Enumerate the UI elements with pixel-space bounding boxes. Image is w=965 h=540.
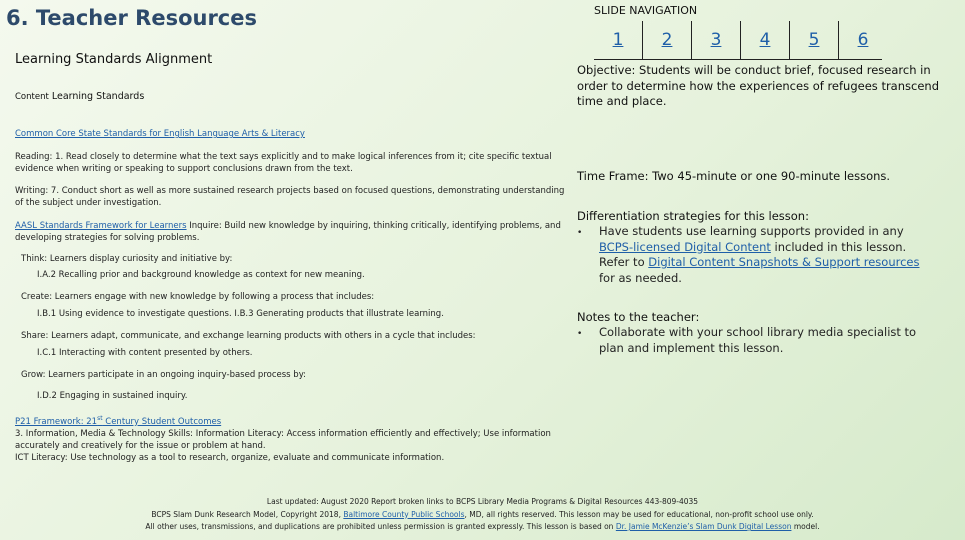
slide-link-3[interactable]: 3 (710, 30, 722, 50)
p21-link[interactable] (15, 417, 221, 427)
footer-rights-text: , MD, all rights reserved. This lesson may be used for educational, non-profit school use only. (464, 509, 814, 519)
bullet-icon: • (577, 329, 583, 339)
reading-standard: Reading: 1. Read closely to determine what the text says explicitly and to make logical inferences from it; cite specific textual evidence when writing or speaking to support conclusions drawn from the text. (15, 152, 552, 174)
p21-link-b: Century Student Outcomes (102, 416, 222, 427)
notes-list (577, 325, 922, 356)
content-prefix: Content (15, 92, 49, 102)
bcps-digital-content-link[interactable]: BCPS-licensed Digital Content (599, 239, 771, 254)
content-standards-text: Learning Standards (51, 91, 145, 102)
differentiation-heading: Differentiation strategies for this lesson: (577, 209, 809, 223)
diff-text-c: for as needed. (599, 270, 682, 285)
p21-ict: ICT Literacy: Use technology as a tool to research, organize, evaluate and communicate information. (15, 452, 445, 463)
objective-text: Objective: Students will be conduct brief, focused research in order to determine how the experiences of refugees transcend time and place. (577, 63, 939, 108)
think-text: Think: Learners display curiosity and initiative by: (21, 254, 233, 264)
section-subtitle: Learning Standards Alignment (15, 52, 213, 67)
slide-navigation (594, 21, 887, 59)
ccss-section (15, 129, 305, 139)
slide-link-5[interactable]: 5 (808, 30, 820, 50)
digital-content-snapshots-link[interactable]: Digital Content Snapshots & Support resources (648, 255, 920, 269)
p21-link-a: P21 Framework: 21 (15, 416, 98, 427)
footer-model-text: model. (791, 522, 820, 531)
ccss-link[interactable]: Common Core State Standards for English Language Arts & Literacy (15, 129, 305, 139)
p21-info: 3. Information, Media & Technology Skills: Information Literacy: Access information efficiently and effectively; Use information accurately and creatively for the issue or problem at hand. (15, 428, 551, 451)
share-standard: I.C.1 Interacting with content presented by others. (37, 348, 253, 358)
bullet-icon: • (577, 228, 583, 238)
grow-text: Grow: Learners participate in an ongoing inquiry-based process by: (21, 370, 306, 380)
create-text: Create: Learners engage with new knowledge by following a process that includes: (21, 292, 375, 302)
slide-link-2[interactable]: 2 (661, 30, 673, 50)
create-standard: I.B.1 Using evidence to investigate questions. I.B.3 Generating products that illustrate learning. (37, 309, 444, 319)
page-title: 6. Teacher Resources (6, 6, 257, 30)
slide-link-1[interactable]: 1 (612, 30, 624, 50)
p21-sup: st (97, 415, 103, 422)
footer-line-2 (60, 509, 905, 522)
bcps-link[interactable]: Baltimore County Public Schools (343, 509, 465, 519)
diff-text-a: Have students use learning supports provided in any (599, 224, 904, 238)
aasl-inquire-text: Inquire: Build new knowledge by inquiring, thinking critically, identifying problems, and developing strategies for solving problems. (15, 221, 561, 243)
writing-standard: Writing: 7. Conduct short as well as more sustained research projects based on focused questions, demonstrating understanding of the subject under investigation. (15, 186, 565, 208)
p21-block (15, 413, 575, 464)
footer-line-3 (60, 521, 905, 534)
share-text: Share: Learners adapt, communicate, and exchange learning products with others in a cycle that includes: (21, 331, 476, 341)
footer-permission-text: All other uses, transmissions, and duplications are prohibited unless permission is granted expressly. This lesson is based on (145, 522, 616, 531)
slide-navigation-label: SLIDE NAVIGATION (594, 4, 698, 17)
grow-standard: I.D.2 Engaging in sustained inquiry. (37, 391, 188, 401)
slam-dunk-lesson-link[interactable]: Dr. Jamie McKenzie’s Slam Dunk Digital Lesson (615, 522, 792, 531)
footer-copyright-text: BCPS Slam Dunk Research Model, Copyright 2018, (151, 509, 344, 519)
footer-line-1: Last updated: August 2020 Report broken links to BCPS Library Media Programs & Digital Resources 443-809-4035 (266, 497, 699, 506)
notes-item: Collaborate with your school library media specialist to plan and implement this lesson. (599, 325, 917, 355)
differentiation-item (599, 224, 922, 286)
aasl-link[interactable]: AASL Standards Framework for Learners (15, 221, 187, 231)
slide-nav-divider (594, 59, 882, 60)
footer (60, 496, 905, 534)
notes-heading: Notes to the teacher: (577, 310, 700, 324)
content-standards-label (15, 91, 144, 102)
think-standard: I.A.2 Recalling prior and background knowledge as context for new meaning. (37, 270, 365, 280)
differentiation-list (577, 224, 922, 286)
slide-link-6[interactable]: 6 (857, 30, 869, 50)
list-item (577, 224, 922, 286)
aasl-block (15, 220, 565, 244)
diff-text-b: included in this lesson. Refer to (599, 239, 907, 269)
list-item (577, 325, 922, 356)
time-frame-text: Time Frame: Two 45-minute or one 90-minute lessons. (577, 169, 891, 183)
slide-link-4[interactable]: 4 (759, 30, 771, 50)
